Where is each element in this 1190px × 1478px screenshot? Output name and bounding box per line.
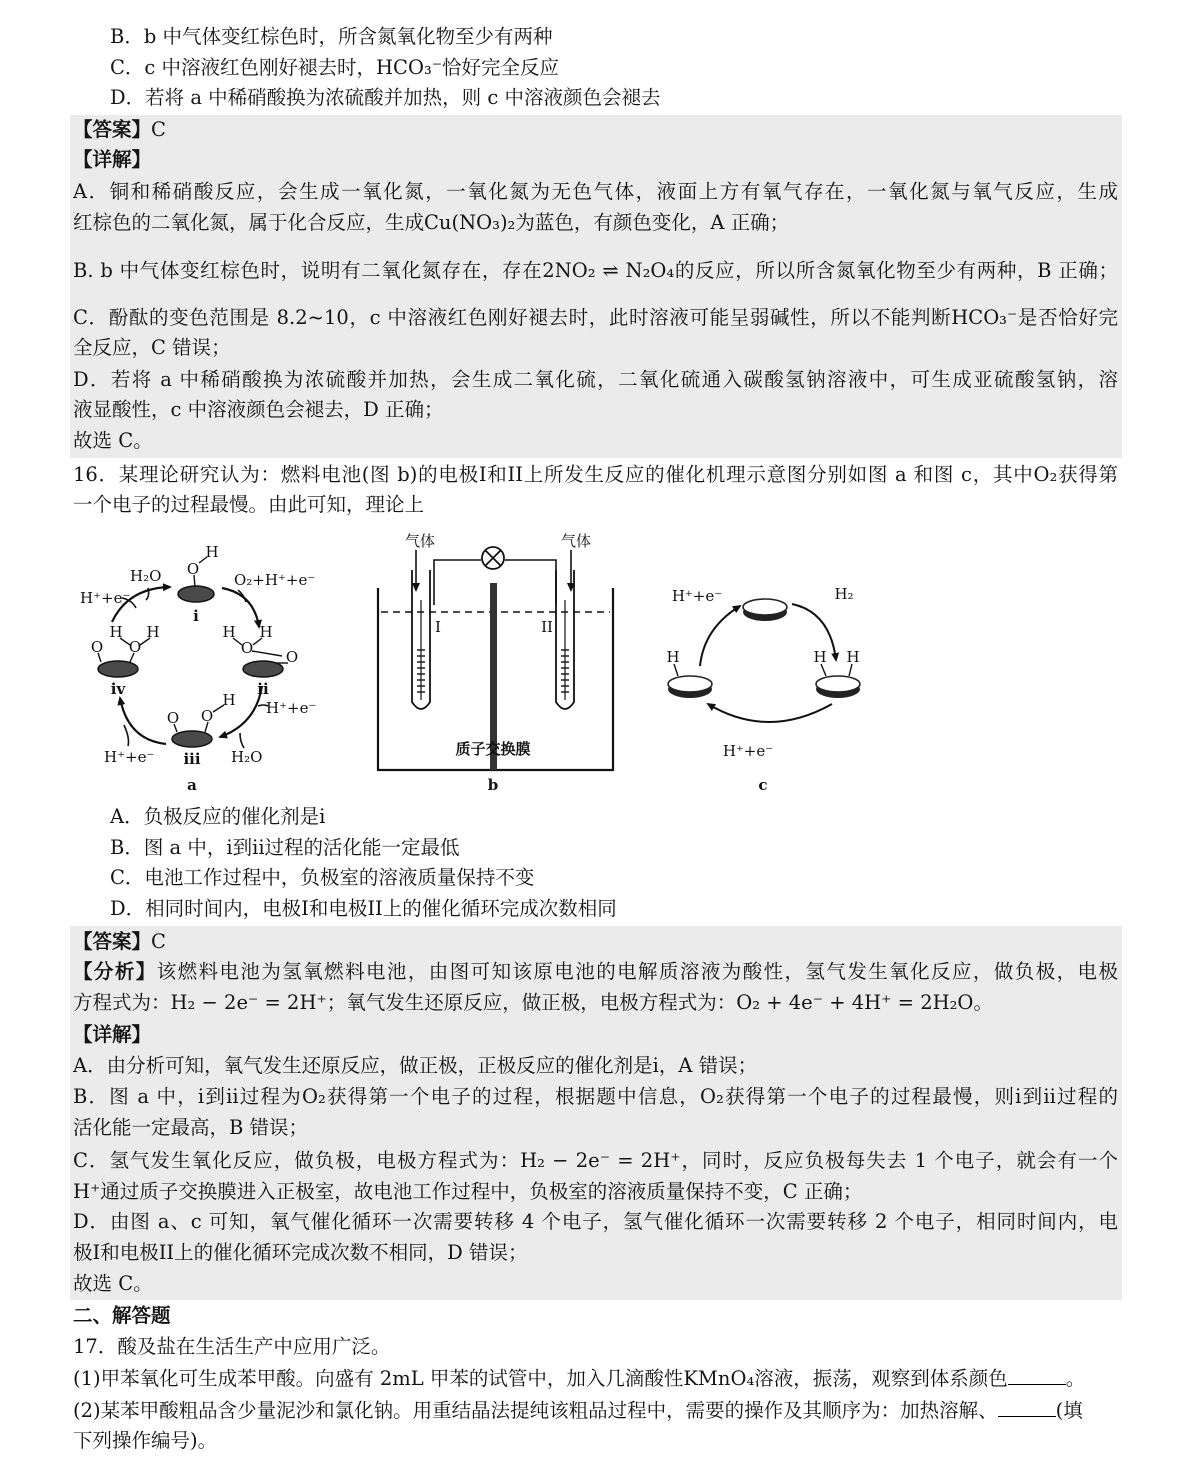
- reagent-label: H⁺+e⁻: [80, 589, 131, 607]
- figure-a: [80, 543, 316, 794]
- catalyst-left: [668, 676, 712, 692]
- catalyst-iv: [98, 661, 138, 677]
- cycle-arrow: [222, 588, 259, 627]
- q16-detail-label: 【详解】: [73, 1023, 152, 1046]
- electrode-label-i: I: [435, 618, 441, 636]
- q15-detail-line: A．铜和稀硝酸反应，会生成一氧化氮，一氧化氮为无色气体，液面上方有氧气存在，一氧化氮与氧气反应，生成: [73, 180, 1118, 203]
- product-label: H₂O: [231, 748, 263, 766]
- figure-a-caption: a: [187, 776, 197, 794]
- analysis-text: 该燃料电池为氢氧燃料电池，由图可知该原电池的电解质溶液为酸性，氢气发生氧化反应，做负极，电极: [156, 960, 1118, 983]
- q15-option-b: B．b 中气体变红棕色时，所含氮氧化物至少有两种: [110, 25, 553, 48]
- q16-detail-line: 活化能一定最高，B 错误；: [73, 1116, 309, 1139]
- q15-detail-line: 液显酸性，c 中溶液颜色会褪去，D 正确；: [73, 398, 444, 421]
- oxygen-atom: O: [186, 560, 200, 578]
- q15-detail-line: D．若将 a 中稀硝酸换为浓硫酸并加热，会生成二氧化硫，二氧化硫通入碳酸氢钠溶液中，可生成亚硫酸氢钠，溶: [73, 368, 1118, 391]
- q17-part1-text: (1)甲苯氧化可生成苯甲酸。向盛有 2mL 甲苯的试管中，加入几滴酸性KMnO₄溶液，振荡，观察到体系颜色: [73, 1367, 1008, 1390]
- oxygen-atom: O: [166, 709, 180, 727]
- product-label: H₂O: [130, 567, 162, 585]
- reagent-label: O₂+H⁺+e⁻: [234, 571, 316, 589]
- q16-answer: [73, 930, 166, 954]
- catalyst-label: ii: [257, 680, 269, 698]
- catalyst-i: [178, 586, 214, 602]
- oxygen-atom: O: [285, 648, 299, 666]
- product-label: H⁺+e⁻: [722, 742, 774, 760]
- catalyst-iii: [172, 731, 212, 747]
- oxygen-atom: O: [128, 638, 142, 656]
- membrane-label: 质子交换膜: [455, 740, 531, 758]
- catalyst-label: i: [193, 607, 199, 625]
- figure-b: [378, 532, 613, 794]
- q16-option-c: C．电池工作过程中，负极室的溶液质量保持不变: [110, 866, 535, 889]
- q16-detail-line: H⁺通过质子交换膜进入正极室，故电池工作过程中，负极室的溶液质量保持不变，C 正确；: [73, 1180, 863, 1203]
- answer-label: 【答案】: [73, 118, 152, 141]
- catalyst-label: iv: [110, 680, 126, 698]
- hydrogen-atom: H: [813, 648, 827, 666]
- hydrogen-atom: H: [222, 691, 236, 709]
- hydrogen-atom: H: [259, 623, 273, 641]
- hydrogen-atom: H: [109, 623, 123, 641]
- answer-blank: [998, 1398, 1056, 1417]
- q17-part2-end: (填: [1055, 1399, 1083, 1422]
- catalyst-label: iii: [183, 750, 201, 768]
- answer-label: 【答案】: [73, 930, 152, 953]
- branch-arrow: [240, 733, 244, 748]
- q17-part1-end: 。: [1065, 1367, 1086, 1390]
- q15-conclusion: 故选 C。: [73, 429, 153, 452]
- gas-label-right: 气体: [560, 532, 592, 550]
- q16-option-a: A．负极反应的催化剂是i: [110, 805, 326, 828]
- q16-option-b: B．图 a 中，i到ii过程的活化能一定最低: [110, 836, 460, 859]
- q15-detail-line: C．酚酞的变色范围是 8.2~10，c 中溶液红色刚好褪去时，此时溶液可能呈弱碱性，所以不能判断HCO₃⁻是否恰好完: [73, 306, 1118, 329]
- q16-detail-line: D．由图 a、c 可知，氧气催化循环一次需要转移 4 个电子，氢气催化循环一次需要转移 2 个电子，相同时间内，电: [73, 1210, 1118, 1233]
- hydrogen-atom: H: [666, 648, 680, 666]
- q16-detail-line: 极I和电极II上的催化循环完成次数不相同，D 错误；: [73, 1241, 528, 1264]
- reagent-label: H⁺+e⁻: [104, 748, 155, 766]
- branch-arrow: [124, 725, 129, 746]
- answer-blank: [1008, 1366, 1066, 1385]
- q17-part2-text: (2)某苯甲酸粗品含少量泥沙和氯化钠。用重结晶法提纯该粗品过程中，需要的操作及其顺序为：加热溶解、: [73, 1399, 998, 1422]
- cycle-arrow: [120, 698, 166, 744]
- analysis-label: 【分析】: [73, 960, 157, 983]
- q15-option-c: C．c 中溶液红色刚好褪去时，HCO₃⁻恰好完全反应: [110, 56, 560, 79]
- hydrogen-atom: H: [146, 623, 160, 641]
- q15-answer: [73, 118, 166, 142]
- section-title: 二、解答题: [73, 1304, 171, 1327]
- answer-value: C: [151, 118, 166, 141]
- oxygen-atom: O: [240, 639, 254, 657]
- q15-detail-line: 红棕色的二氧化氮，属于化合反应，生成Cu(NO₃)₂为蓝色，有颜色变化，A 正确；: [73, 211, 790, 234]
- product-label: H⁺+e⁻: [671, 587, 723, 605]
- q16-figures: [60, 525, 900, 800]
- hydrogen-atom: H: [846, 648, 860, 666]
- q15-option-d: D．若将 a 中稀硝酸换为浓硫酸并加热，则 c 中溶液颜色会褪去: [110, 86, 661, 109]
- q16-detail-line: A．由分析可知，氧气发生还原反应，做正极，正极反应的催化剂是i，A 错误；: [73, 1054, 758, 1077]
- q16-analysis-line: 方程式为：H₂ − 2e⁻ = 2H⁺；氧气发生还原反应，做正极，电极方程式为：O₂ + 4e⁻ + 4H⁺ = 2H₂O。: [73, 991, 993, 1014]
- q15-detail-line: B. b 中气体变红棕色时，说明有二氧化氮存在，存在2NO₂ ⇌ N₂O₄的反应，所以所含氮氧化物至少有两种，B 正确；: [73, 259, 1118, 282]
- q17-part2: [73, 1398, 1083, 1423]
- reagent-label: H⁺+e⁻: [266, 699, 317, 717]
- answer-value: C: [151, 930, 166, 953]
- q16-stem-line: 16．某理论研究认为：燃料电池(图 b)的电极I和II上所发生反应的催化机理示意图分别如图 a 和图 c，其中O₂获得第: [73, 463, 1118, 486]
- reagent-label: H₂: [834, 585, 854, 603]
- gas-label-left: 气体: [404, 532, 436, 550]
- q17-part2-continued: 下列操作编号)。: [73, 1429, 218, 1452]
- q16-analysis-line: [73, 960, 1118, 984]
- q16-stem-line: 一个电子的过程最慢。由此可知，理论上: [73, 493, 425, 516]
- hydrogen-atom: H: [222, 623, 236, 641]
- cycle-arrow: [708, 704, 832, 722]
- q17-stem: 17．酸及盐在生活生产中应用广泛。: [73, 1335, 391, 1358]
- q16-detail-line: C．氢气发生氧化反应，做负极，电极方程式为：H₂ − 2e⁻ = 2H⁺，同时，反应负极每失去 1 个电子，就会有一个: [73, 1149, 1118, 1172]
- q17-part1: [73, 1366, 1085, 1391]
- electrode-label-ii: II: [541, 618, 553, 636]
- q15-detail-line: 全反应，C 错误；: [73, 336, 231, 359]
- catalyst-top: [743, 599, 787, 615]
- oxygen-atom: O: [200, 707, 214, 725]
- q16-option-d: D．相同时间内，电极I和电极II上的催化循环完成次数相同: [110, 897, 617, 920]
- figure-c: [666, 585, 860, 794]
- hydrogen-atom: H: [205, 543, 219, 561]
- catalyst-right: [816, 676, 860, 692]
- figure-b-caption: b: [487, 776, 499, 794]
- cycle-arrow: [700, 606, 740, 666]
- q16-detail-line: B．图 a 中，i到ii过程为O₂获得第一个电子的过程，根据题中信息，O₂获得第一个电子的过程最慢，则i到ii过程的: [73, 1085, 1118, 1108]
- q16-conclusion: 故选 C。: [73, 1272, 153, 1295]
- q15-detail-label: 【详解】: [73, 148, 152, 171]
- oxygen-atom: O: [90, 638, 104, 656]
- figure-c-caption: c: [758, 776, 768, 794]
